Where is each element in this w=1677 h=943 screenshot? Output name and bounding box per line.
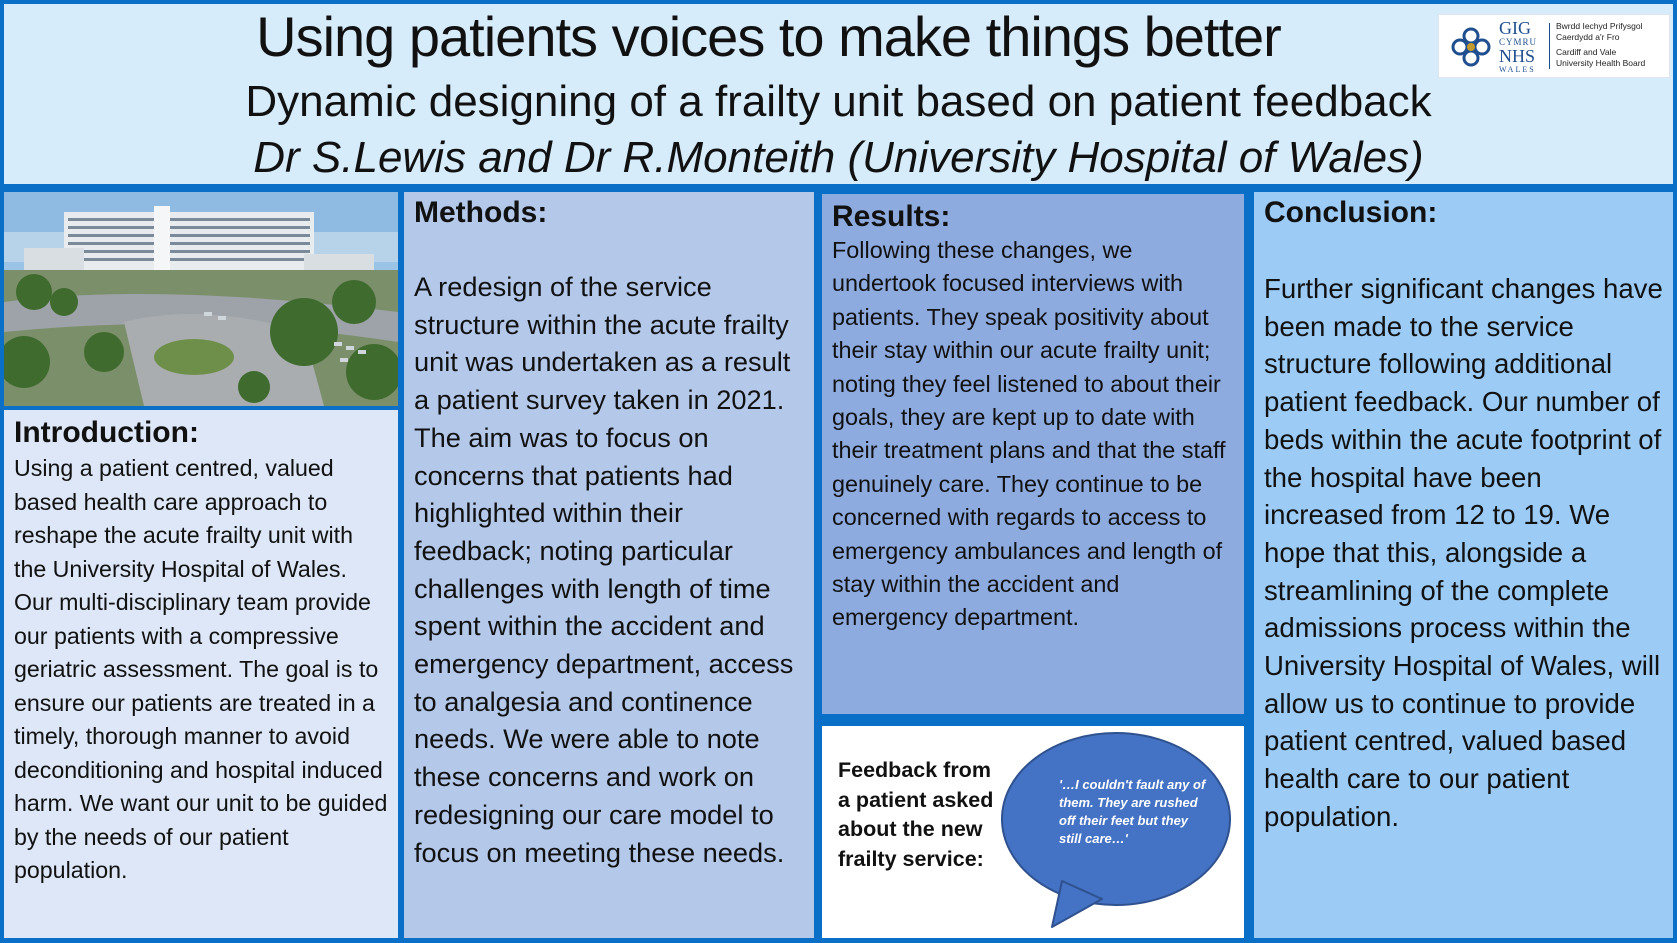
logo-english-1: Cardiff and Vale <box>1556 47 1617 57</box>
nhs-wales-logo <box>1438 14 1670 78</box>
logo-cymru: CYMRU <box>1499 37 1538 47</box>
feedback-section <box>822 726 1244 938</box>
logo-wales: WALES <box>1499 65 1536 74</box>
results-text: Following these changes, we undertook focused interviews with patients. They speak positivity about their stay within our acute frailty unit; noting they feel listened to about their goals, they are kept up to date with their treatment plans and that the staff genuinely care. They continue to be concerned with regards to access to emergency ambulances and length of stay within the accident and emergency department. <box>832 237 1226 631</box>
hospital-aerial-image <box>4 192 398 406</box>
results-heading: Results: <box>832 200 951 233</box>
logo-welsh-1: Bwrdd Iechyd Prifysgol <box>1556 21 1643 31</box>
introduction-heading: Introduction: <box>14 416 199 449</box>
logo-board-name <box>1556 21 1645 69</box>
logo-gig: GIG <box>1499 18 1531 38</box>
poster-title <box>0 4 1677 70</box>
methods-heading: Methods: <box>414 196 548 229</box>
introduction-text: Using a patient centred, valued based health care approach to reshape the acute frailty unit with the University Hospital of Wales. Our multi-disciplinary team provide our patients with a compressive geriatric assessment. The goal is to ensure our patients are treated in a timely, thorough manner to avoid deconditioning and hospital induced harm. We want our unit to be guided by the needs of our patient population. <box>14 455 388 883</box>
introduction-section <box>4 410 398 938</box>
conclusion-text: Further significant changes have been made to the service structure following additional patient feedback. Our number of beds within the acute footprint of the hospital have been increased from 12 to 19. We hope that this, alongside a streamlining of the complete admissions process within the University Hospital of Wales, will allow us to continue to provide patient centred, valued based health care to our patient population. <box>1264 273 1663 832</box>
logo-english-2: University Health Board <box>1556 58 1646 68</box>
poster-title-text: Using patients voices to make things better <box>256 5 1281 68</box>
logo-wordmark <box>1499 18 1538 77</box>
conclusion-section <box>1254 192 1673 938</box>
hospital-photo <box>4 192 398 406</box>
results-section <box>822 194 1244 714</box>
logo-divider <box>1549 23 1550 69</box>
methods-text: A redesign of the service structure within the acute frailty unit was undertaken as a result a patient survey taken in 2021. The aim was to focus on concerns that patients had highlighted within their feedback; noting particular challenges with length of time spent within the accident and emergency department, access to analgesia and continence needs. We were able to note these concerns and work on redesigning our care model to focus on meeting these needs. <box>414 271 794 868</box>
feedback-label: Feedback from a patient asked about the new frailty service: <box>838 758 994 871</box>
celtic-knot-icon <box>1447 23 1495 71</box>
logo-welsh-2: Caerdydd a'r Fro <box>1556 32 1620 42</box>
poster-authors: Dr S.Lewis and Dr R.Monteith (University Hospital of Wales) <box>253 133 1424 182</box>
poster-subtitle: Dynamic designing of a frailty unit based on patient feedback <box>245 77 1432 126</box>
logo-nhs: NHS <box>1499 46 1536 66</box>
methods-section <box>404 192 814 938</box>
feedback-quote: '…I couldn't fault any of them. They are rushed off their feet but they still care…' <box>1059 777 1206 846</box>
conclusion-heading: Conclusion: <box>1264 196 1438 229</box>
